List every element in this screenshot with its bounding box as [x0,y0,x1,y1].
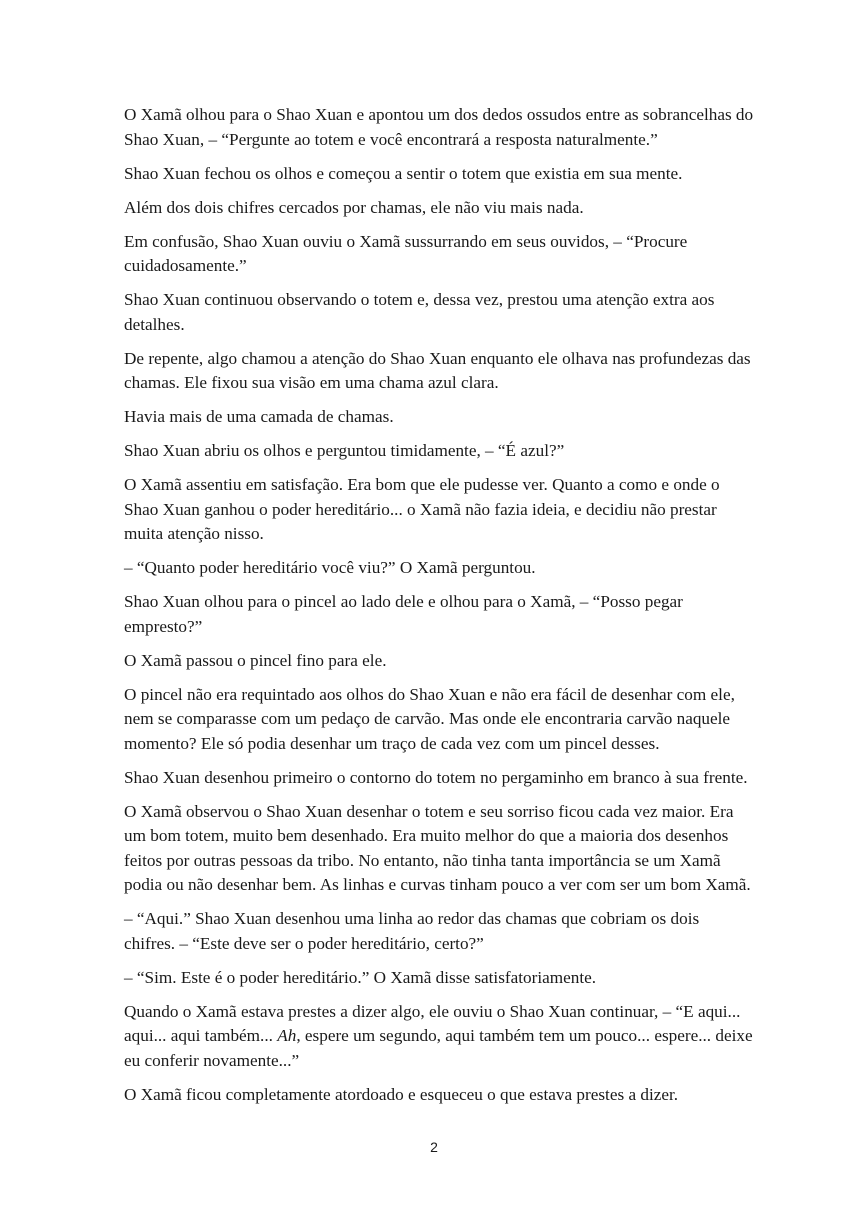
document-body [124,103,754,1117]
paragraph: O Xamã passou o pincel fino para ele. [124,650,387,670]
paragraph: Shao Xuan abriu os olhos e perguntou timidamente, – “É azul?” [124,441,565,460]
paragraph: Além dos dois chifres cercados por chamas, ele não viu mais nada. [124,197,584,217]
paragraph: O Xamã observou o Shao Xuan desenhar o totem e seu sorriso ficou cada vez maior. Era um bom totem, muito bem desenhado. Era muito melhor do que a maioria dos desenhos feitos por outras pessoas da tribo. No entanto, não tinha tanta importância se um Xamã podia ou não desenhar bem. As linhas e curvas tinham pouco a ver com ser um bom Xamã. [124,801,751,894]
paragraph: O Xamã assentiu em satisfação. Era bom que ele pudesse ver. Quanto a como e onde o Shao Xuan ganhou o poder hereditário... o Xamã não fazia ideia, e decidiu não prestar muita atenção nisso. [124,475,720,543]
paragraph: Shao Xuan olhou para o pincel ao lado dele e olhou para o Xamã, – “Posso pegar empresto?” [124,592,683,636]
paragraph: O Xamã ficou completamente atordoado e esqueceu o que estava prestes a dizer. [124,1084,679,1104]
paragraph-part: , espere um segundo, aqui também tem um pouco... espere... deixe eu conferir novamente...” [124,1026,753,1070]
italic-interjection: Ah [277,1026,297,1045]
paragraph: O Xamã olhou para o Shao Xuan e apontou um dos dedos ossudos entre as sobrancelhas do Shao Xuan, – “Pergunte ao totem e você encontrará a resposta naturalmente.” [124,105,754,149]
page-number: 2 [430,1139,438,1155]
paragraph: De repente, algo chamou a atenção do Shao Xuan enquanto ele olhava nas profundezas das chamas. Ele fixou sua visão em uma chama azul clara. [124,348,751,392]
paragraph-with-italic [124,1000,754,1074]
paragraph: Shao Xuan continuou observando o totem e, dessa vez, prestou uma atenção extra aos detalhes. [124,290,715,334]
paragraph: – “Aqui.” Shao Xuan desenhou uma linha ao redor das chamas que cobriam os dois chifres. – “Este deve ser o poder hereditário, certo?” [124,909,700,953]
paragraph-part: Quando o Xamã estava prestes a dizer algo, ele ouviu o Shao Xuan continuar, – “E aqui... aqui... aqui também... [124,1001,741,1045]
paragraph: Shao Xuan fechou os olhos e começou a sentir o totem que existia em sua mente. [124,163,683,183]
paragraph: Havia mais de uma camada de chamas. [124,407,394,426]
paragraph: – “Quanto poder hereditário você viu?” O Xamã perguntou. [124,558,536,577]
paragraph: Em confusão, Shao Xuan ouviu o Xamã sussurrando em seus ouvidos, – “Procure cuidadosamente.” [124,231,688,275]
paragraph: Shao Xuan desenhou primeiro o contorno do totem no pergaminho em branco à sua frente. [124,767,748,787]
paragraph: – “Sim. Este é o poder hereditário.” O Xamã disse satisfatoriamente. [124,967,597,987]
paragraph: O pincel não era requintado aos olhos do Shao Xuan e não era fácil de desenhar com ele, nem se comparasse com um pedaço de carvão. Mas onde ele encontraria carvão naquele momento? Ele só podia desenhar um traço de cada vez com um pincel desses. [124,684,735,753]
